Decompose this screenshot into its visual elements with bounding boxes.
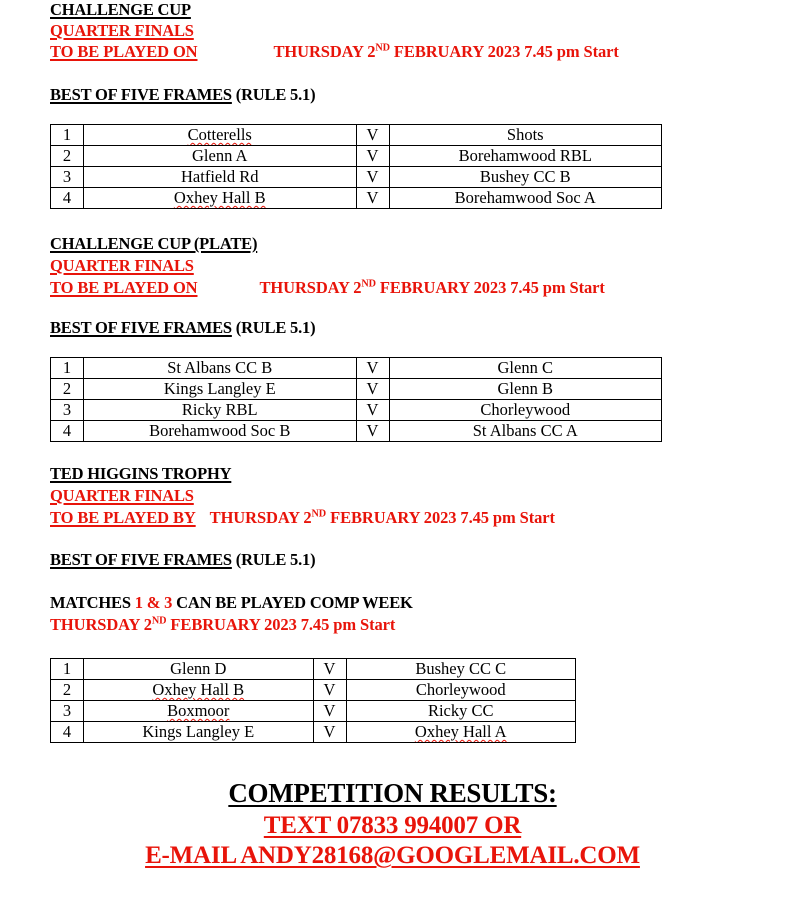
section-format-challenge-cup xyxy=(50,87,315,104)
fixture-number: 3 xyxy=(51,167,84,188)
versus-label: V xyxy=(313,680,346,701)
home-team: Glenn A xyxy=(84,146,357,167)
fixture-number: 1 xyxy=(51,659,84,680)
home-team: Borehamwood Soc B xyxy=(84,421,357,442)
section-playdate-ted-higgins-trophy xyxy=(50,510,555,527)
date-suffix: FEBRUARY 2023 7.45 pm Start xyxy=(389,42,619,61)
home-team xyxy=(84,701,314,722)
away-team: Shots xyxy=(389,125,662,146)
footer-text-number xyxy=(0,812,785,840)
table-row xyxy=(51,379,662,400)
versus-label: V xyxy=(356,400,389,421)
table-row xyxy=(51,146,662,167)
section-note-date xyxy=(50,617,395,634)
fixture-number: 4 xyxy=(51,188,84,209)
versus-label: V xyxy=(356,125,389,146)
date-ordinal: ND xyxy=(311,508,327,520)
table-row xyxy=(51,421,662,442)
note-suffix: CAN BE PLAYED COMP WEEK xyxy=(172,593,413,612)
play-by-label: TO BE PLAYED ON xyxy=(50,278,198,297)
away-team: Chorleywood xyxy=(389,400,662,421)
away-team: St Albans CC A xyxy=(389,421,662,442)
date-suffix: FEBRUARY 2023 7.45 pm Start xyxy=(375,278,605,297)
note-date xyxy=(50,615,395,634)
versus-label: V xyxy=(356,421,389,442)
section-round-ted-higgins-trophy xyxy=(50,488,194,505)
fixture-number: 4 xyxy=(51,421,84,442)
note-highlight: 1 & 3 xyxy=(134,593,173,612)
table-row xyxy=(51,722,576,743)
away-team: Glenn C xyxy=(389,358,662,379)
section-note-comp-week xyxy=(50,595,413,612)
fixtures-table-challenge-cup-plate xyxy=(50,357,662,442)
section-title-challenge-cup-plate xyxy=(50,236,257,253)
fixture-number: 3 xyxy=(51,701,84,722)
away-team: Bushey CC C xyxy=(346,659,576,680)
date-suffix: FEBRUARY 2023 7.45 pm Start xyxy=(326,508,555,527)
versus-label: V xyxy=(313,722,346,743)
fixtures-table-ted-higgins-trophy xyxy=(50,658,576,743)
home-team: Ricky RBL xyxy=(84,400,357,421)
footer-email xyxy=(0,842,785,870)
away-team xyxy=(346,722,576,743)
fixture-number: 2 xyxy=(51,146,84,167)
fixture-date xyxy=(274,42,619,61)
home-team-text: Oxhey Hall B xyxy=(173,187,266,207)
format-rule: (RULE 5.1) xyxy=(231,550,316,569)
away-team: Glenn B xyxy=(389,379,662,400)
note-date-prefix: THURSDAY 2 xyxy=(50,615,152,634)
home-team: Hatfield Rd xyxy=(84,167,357,188)
note-date-ordinal: ND xyxy=(151,615,167,627)
fixture-number: 4 xyxy=(51,722,84,743)
date-prefix: THURSDAY 2 xyxy=(273,42,376,61)
fixture-number: 1 xyxy=(51,125,84,146)
table-row xyxy=(51,167,662,188)
fixture-number: 1 xyxy=(51,358,84,379)
section-round-challenge-cup-plate xyxy=(50,258,194,275)
versus-label: V xyxy=(356,167,389,188)
fixtures-table-challenge-cup xyxy=(50,124,662,209)
format-label: BEST OF FIVE FRAMES xyxy=(50,85,232,104)
section-format-ted-higgins-trophy xyxy=(50,552,315,569)
email-value: E-MAIL ANDY28168@GOOGLEMAIL.COM xyxy=(145,842,640,869)
note-prefix: MATCHES xyxy=(50,593,135,612)
versus-label: V xyxy=(313,659,346,680)
round-label: QUARTER FINALS xyxy=(50,21,194,40)
round-label: QUARTER FINALS xyxy=(50,256,194,275)
versus-label: V xyxy=(356,379,389,400)
away-team: Chorleywood xyxy=(346,680,576,701)
away-team: Borehamwood Soc A xyxy=(389,188,662,209)
versus-label: V xyxy=(313,701,346,722)
play-by-label: TO BE PLAYED BY xyxy=(50,508,196,527)
table-row xyxy=(51,188,662,209)
home-team-text: Boxmoor xyxy=(167,700,230,720)
table-row xyxy=(51,125,662,146)
section-format-challenge-cup-plate xyxy=(50,320,315,337)
date-ordinal: ND xyxy=(361,278,376,290)
fixture-number: 2 xyxy=(51,379,84,400)
text-number-value: TEXT 07833 994007 OR xyxy=(263,812,522,839)
home-team: Kings Langley E xyxy=(84,722,314,743)
home-team: Kings Langley E xyxy=(84,379,357,400)
play-by-label: TO BE PLAYED ON xyxy=(50,42,198,61)
date-prefix: THURSDAY 2 xyxy=(259,278,362,297)
section-title-text: TED HIGGINS TROPHY xyxy=(50,464,232,483)
home-team: Glenn D xyxy=(84,659,314,680)
home-team xyxy=(84,188,357,209)
table-row xyxy=(51,701,576,722)
away-team: Ricky CC xyxy=(346,701,576,722)
section-title-ted-higgins-trophy xyxy=(50,466,231,483)
table-row xyxy=(51,680,576,701)
home-team-text: Oxhey Hall B xyxy=(152,679,245,699)
round-label: QUARTER FINALS xyxy=(50,486,194,505)
away-team-text: Oxhey Hall A xyxy=(414,721,507,741)
results-heading-text: COMPETITION RESULTS: xyxy=(228,778,557,808)
format-label: BEST OF FIVE FRAMES xyxy=(50,318,232,337)
section-playdate-challenge-cup-plate xyxy=(50,280,605,297)
away-team: Borehamwood RBL xyxy=(389,146,662,167)
table-row xyxy=(51,358,662,379)
home-team-text: Cotterells xyxy=(187,124,252,144)
fixture-date xyxy=(210,508,555,527)
away-team: Bushey CC B xyxy=(389,167,662,188)
versus-label: V xyxy=(356,188,389,209)
footer-results-heading xyxy=(0,778,785,809)
date-prefix: THURSDAY 2 xyxy=(209,508,312,527)
table-row xyxy=(51,400,662,421)
versus-label: V xyxy=(356,146,389,167)
fixture-number: 2 xyxy=(51,680,84,701)
home-team: St Albans CC B xyxy=(84,358,357,379)
format-rule: (RULE 5.1) xyxy=(231,85,316,104)
fixture-number: 3 xyxy=(51,400,84,421)
date-ordinal: ND xyxy=(375,42,390,54)
fixture-date xyxy=(260,278,605,297)
home-team xyxy=(84,680,314,701)
section-round-challenge-cup xyxy=(50,23,194,40)
section-title-text: CHALLENGE CUP (PLATE) xyxy=(50,234,258,253)
section-title-text: CHALLENGE CUP xyxy=(50,0,191,19)
format-rule: (RULE 5.1) xyxy=(231,318,316,337)
section-title-challenge-cup xyxy=(50,2,191,19)
section-playdate-challenge-cup xyxy=(50,44,619,61)
table-row xyxy=(51,659,576,680)
versus-label: V xyxy=(356,358,389,379)
note-date-suffix: FEBRUARY 2023 7.45 pm Start xyxy=(166,615,396,634)
home-team xyxy=(84,125,357,146)
format-label: BEST OF FIVE FRAMES xyxy=(50,550,232,569)
